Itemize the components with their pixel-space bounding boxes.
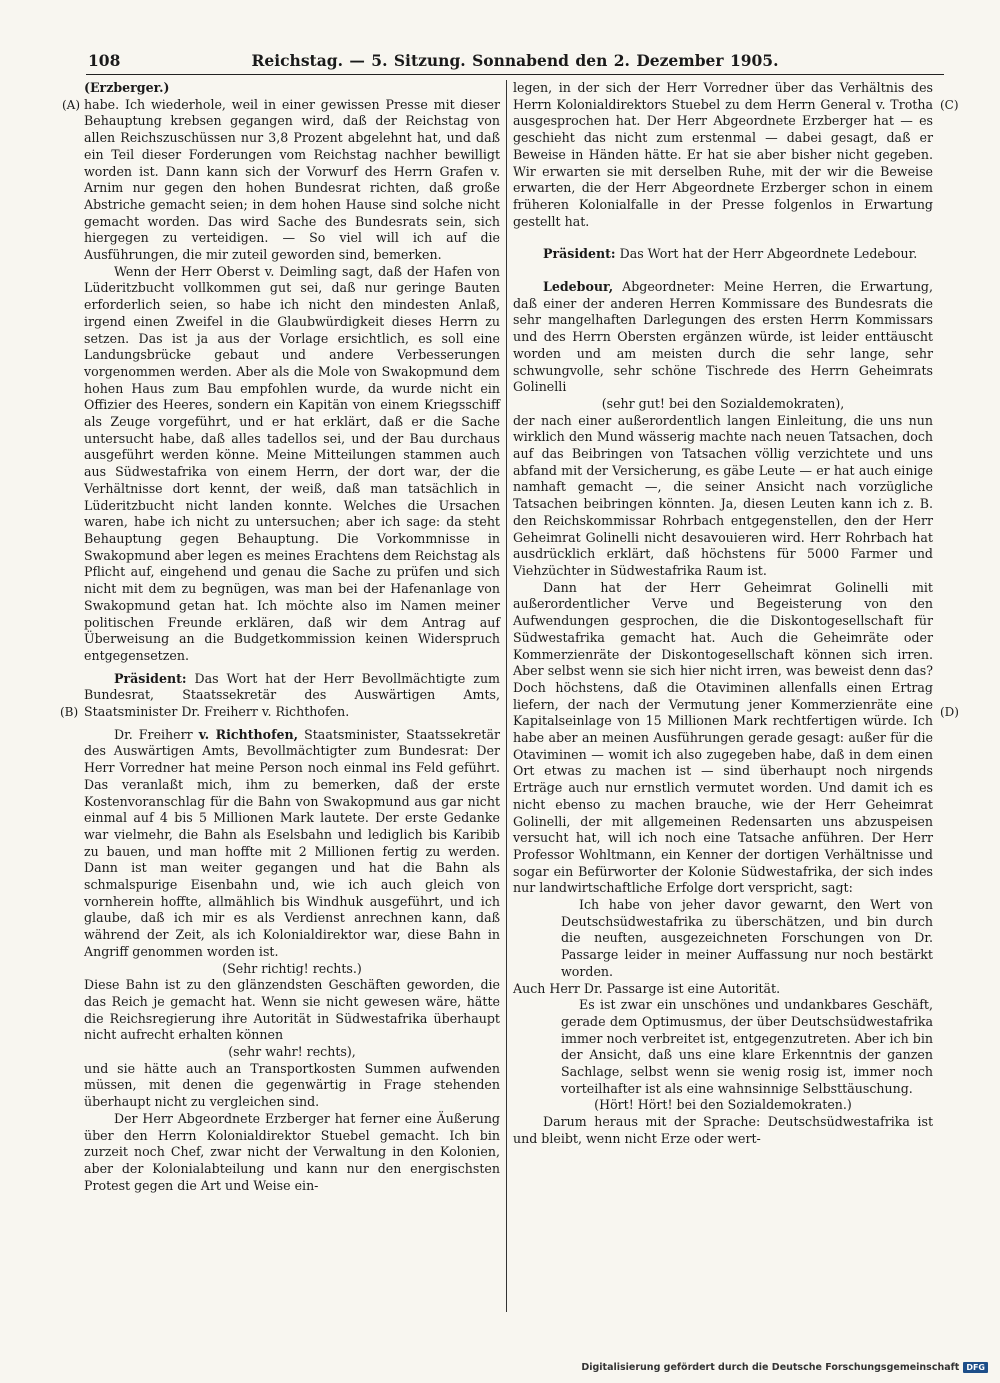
interjection: (Sehr richtig! rechts.) bbox=[222, 960, 362, 976]
paragraph: Diese Bahn ist zu den glänzendsten Geschäften geworden, die das Reich je gemacht hat. Wenn sie nicht gewesen wäre, hätte die Reichsregierung ihre Autorität in Südwestafrika überhaupt nicht aufrecht erhalten können bbox=[84, 977, 500, 1043]
page-header bbox=[86, 48, 944, 75]
paragraph: Dann hat der Herr Geheimrat Golinelli mit außerordentlicher Verve und Begeisterung von den Aufwendungen gesprochen, die die Diskontogesellschaft für Südwestafrika gemacht hat. Auch die Geheimräte oder Kommerzienräte der Diskontogesellschaft können sich irren. Aber selbst wenn sie sich hier nicht irren, was beweist denn das? Doch höchstens, daß die Otaviminen allenfalls einen Ertrag liefern, der nach der Vermutung jener Kommerzienräte eine Kapitalseinlage von 15 Millionen Mark rechtfertigen würde. Ich habe aber an meinen Ausführungen gerade gesagt: außer für die Otaviminen — womit ich also zugegeben habe, daß in dem einen Ort etwas zu machen ist — sind überhaupt noch nirgends Erträge auch nur ernstlich vermutet worden. Und damit ich es nicht ebenso zu machen brauche, wie der Herr Geheimrat Golinelli, der mit allgemeinen Redensarten uns abzuspeisen versucht hat, will ich noch eine Tatsache anführen. Der Herr Professor Wohltmann, ein Kenner der dortigen Verhältnisse und sogar ein Befürworter der Kolonie Südwestafrika, der sich indes nur landwirtschaftliche Erfolge dort verspricht, sagt: bbox=[513, 579, 933, 896]
speaker-label: Präsident: bbox=[543, 246, 616, 262]
speaker-name: Ledebour, bbox=[543, 279, 614, 295]
paragraph: habe. Ich wiederhole, weil in einer gewissen Presse mit dieser Behauptung krebsen gegangen wird, daß der Reichstag von allen Reichszuschüssen nur 3,8 Prozent abgelehnt hat, und daß ein Teil dieser Forderungen vom Reichstag nachher bewilligt worden ist. Dann kann sich der Vorwurf des Herrn Grafen v. Arnim nur gegen den hohen Bundesrat richten, daß große Abstriche gemacht seien; in dem hohen Hause sind solche nicht gemacht worden. Das wird Sache des Bundesrats sein, sich hiergegen zu verteidigen. — So viel will ich auf die Ausführungen, die mir zuteil geworden sind, bemerken. bbox=[84, 96, 500, 263]
speaker-label: Präsident: bbox=[114, 670, 187, 686]
speech-intro: Dr. Freiherr v. Richthofen, Staatsminister, Staatssekretär des Auswärtigen Amts, Bevollmächtigter zum Bundesrat: Der Herr Vorredner hat meine Person noch einmal ins Feld geführt. Das veranlaßt mich, ihm zu bemerken, daß der erste Kostenvoranschlag für die Bahn von Swakopmund aus gar nicht einmal auf 4 bis 5 Millionen Mark lautete. Der erste Gedanke war vielmehr, die Bahn als Eselsbahn und lediglich bis Karibib zu bauen, und man hoffte mit 2 Millionen fertig zu werden. Dann ist man weiter gegangen und hat die Bahn als schmalspurige Eisenbahn und, wie ich auch gleich von vornherein hoffte, allmählich bis Windhuk ausgeführt, und ich glaube, daß ich mir es als Verdienst anrechnen kann, daß während der Zeit, als ich Kolonialdirektor war, diese Bahn in Angriff genommen worden ist. bbox=[84, 726, 500, 959]
right-column bbox=[513, 80, 933, 1148]
president-statement: Präsident: Das Wort hat der Herr Abgeordnete Ledebour. bbox=[543, 246, 918, 262]
paragraph: Auch Herr Dr. Passarge ist eine Autorität. bbox=[513, 980, 781, 996]
interjection: (Hört! Hört! bei den Sozialdemokraten.) bbox=[594, 1097, 852, 1113]
paragraph: Der Herr Abgeordnete Erzberger hat ferner eine Äußerung über den Herrn Kolonialdirektor Stuebel gemacht. Ich bin zurzeit noch Chef, zwar nicht der Verwaltung in den Kolonien, aber der Kolonialabteilung und kann nur den energischsten Protest gegen die Art und Weise ein- bbox=[84, 1110, 500, 1193]
footer-text: Digitalisierung gefördert durch die Deutsche Forschungsgemeinschaft bbox=[581, 1362, 960, 1373]
interjection: (sehr wahr! rechts), bbox=[228, 1044, 356, 1060]
dfg-logo-icon: DFG bbox=[963, 1362, 988, 1373]
margin-marker-c: (C) bbox=[940, 98, 959, 112]
quotation: Ich habe von jeher davor gewarnt, den Wert von Deutschsüdwestafrika zu überschätzen, und bin durch die neuften, ausgezeichneten Forschungen von Dr. Passarge leider in meiner Auffassung nur noch bestärkt worden. bbox=[561, 897, 933, 979]
interjection: (sehr gut! bei den Sozialdemokraten), bbox=[601, 395, 845, 411]
speaker-name: v. Richthofen, bbox=[198, 726, 299, 742]
digitization-footer bbox=[581, 1362, 988, 1373]
margin-marker-d: (D) bbox=[940, 705, 959, 719]
margin-marker-a: (A) bbox=[62, 98, 81, 112]
paragraph: Wenn der Herr Oberst v. Deimling sagt, daß der Hafen von Lüderitzbucht vollkommen gut sei, daß nur geringe Bauten erforderlich seien, so habe ich nicht den mindesten Anlaß, irgend einen Zweifel in die Glaubwürdigkeit dieses Herrn zu setzen. Das ist ja aus der Vorlage ersichtlich, es soll eine Landungsbrücke gebaut und andere Verbesserungen vorgenommen werden. Aber als die Mole von Swakopmund dem hohen Haus zum Bau empfohlen wurde, da wurde nicht ein Offizier des Heeres, sondern ein Kapitän von einem Kriegsschiff als Zeuge vorgeführt, und er hat erklärt, daß er die Sache untersucht habe, daß alles tadellos sei, und der Bau durchaus ausgeführt werden könne. Meine Mitteilungen stammen auch aus Südwestafrika von einem Herrn, der dort war, der die Verhältnisse dort kennt, der weiß, daß man tatsächlich in Lüderitzbucht nicht landen konnte. Welches die Ursachen waren, habe ich nicht zu untersuchen; aber ich sage: da steht Behauptung gegen Behauptung. Die Vorkommnisse in Swakopmund aber legen es meines Erachtens dem Reichstag als Pflicht auf, eingehend und genau die Sache zu prüfen und sich nicht mit dem zu begnügen, was man bei der Hafenanlage von Swakopmund getan hat. Ich möchte also im Namen meiner politischen Freunde erklären, daß wir dem Antrag auf Überweisung an die Budgetkommission keinen Widerspruch entgegensetzen. bbox=[84, 263, 500, 663]
president-statement: Präsident: Das Wort hat der Herr Bevollmächtigte zum Bundesrat, Staatssekretär des Auswärtigen Amts, Staatsminister Dr. Freiherr v. Richthofen. bbox=[84, 670, 500, 720]
left-column bbox=[84, 80, 500, 1194]
running-title: Reichstag. — 5. Sitzung. Sonnabend den 2. Dezember 1905. bbox=[251, 51, 779, 70]
paragraph: und sie hätte auch an Transportkosten Summen aufwenden müssen, mit denen die gegenwärtig in Frage stehenden überhaupt nicht zu vergleichen sind. bbox=[84, 1060, 500, 1110]
paragraph: der nach einer außerordentlich langen Einleitung, die uns nun wirklich den Mund wässerig machte nach neuen Tatsachen, doch auf das Beibringen von Tatsachen völlig verzichtete und uns abfand mit der Versicherung, es gäbe Leute — er hat auch einige namhaft gemacht —, die seiner Ansicht nach vorzügliche Tatsachen beibringen könnten. Ja, diesen Leuten kann ich z. B. den Reichskommissar Rohrbach entgegenstellen, den der Herr Geheimrat Golinelli nicht desavouieren wird. Herr Rohrbach hat ausdrücklich erklärt, daß höchstens für 5000 Farmer und Viehzüchter in Südwestafrika Raum ist. bbox=[513, 412, 933, 578]
speaker-tag: (Erzberger.) bbox=[84, 80, 170, 95]
paragraph: Darum heraus mit der Sprache: Deutschsüdwestafrika ist und bleibt, wenn nicht Erze oder wert- bbox=[513, 1114, 933, 1146]
paragraph: legen, in der sich der Herr Vorredner über das Verhältnis des Herrn Kolonialdirektors Stuebel zu dem Herrn General v. Trotha ausgesprochen hat. Der Herr Abgeordnete Erzberger hat — es geschieht das nicht zum erstenmal — dabei gesagt, daß er Beweise in Händen hätte. Er hat sie aber bisher nicht gegeben. Wir erwarten sie mit derselben Ruhe, mit der wir die Beweise erwarten, die der Herr Abgeordnete Erzberger schon in einem früheren Kolonialfalle in der Presse folgenlos in Erwartung gestellt hat. bbox=[513, 80, 933, 229]
speech-intro: Ledebour, Abgeordneter: Meine Herren, die Erwartung, daß einer der anderen Herren Kommissare des Bundesrats die sehr mangelhaften Darlegungen des ersten Herrn Kommissars und des Herrn Obersten ergänzen würde, ist leider enttäuscht worden und am meisten durch die sehr lange, sehr schwungvolle, sehr schöne Tischrede des Herrn Geheimrats Golinelli bbox=[513, 279, 933, 395]
page-number: 108 bbox=[88, 51, 121, 70]
quotation: Es ist zwar ein unschönes und undankbares Geschäft, gerade dem Optimusmus, der über Deutschsüdwestafrika immer noch verbreitet ist, entgegenzutreten. Aber ich bin der Ansicht, daß uns eine klare Erkenntnis der ganzen Sachlage, selbst wenn sie wenig rosig ist, immer noch vorteilhafter ist als eine wahnsinnige Selbsttäuschung. bbox=[561, 997, 933, 1096]
column-divider bbox=[506, 80, 507, 1312]
margin-marker-b: (B) bbox=[60, 705, 79, 719]
